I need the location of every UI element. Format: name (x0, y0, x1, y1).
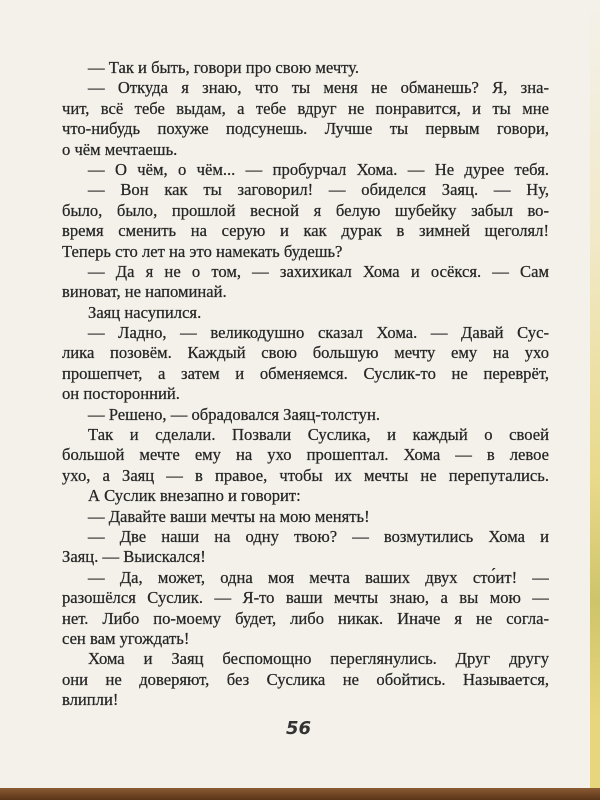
text-line: они не доверяют, без Суслика не обойтись. Называется, (62, 669, 549, 689)
page-number: 56 (286, 718, 312, 739)
text-line: — Так и быть, говори про свою мечту. (88, 58, 359, 77)
text-line: Теперь сто лет на это намекать будешь? (62, 241, 343, 261)
text-line: время сменить на серую и как дурак в зимней щеголял! (62, 221, 549, 241)
text-line: сен вам угождать! (62, 628, 190, 648)
text-line: разошёлся Суслик. — Я-то ваши мечты знаю, а вы мою — (62, 588, 549, 608)
book-bottom-edge (0, 788, 600, 800)
text-line: прошепчет, а затем и обменяемся. Суслик-то не переврёт, (62, 363, 549, 383)
illustration-edge (590, 0, 600, 800)
text-line: — Ладно, — великодушно сказал Хома. — Давай Сус- (88, 323, 549, 343)
text-line: — Вон как ты заговорил! — обиделся Заяц. — Ну, (88, 180, 549, 200)
text-line: А Суслик внезапно и говорит: (88, 486, 301, 506)
text-line: нет. Либо по-моему будет, либо никак. Иначе я не согла- (62, 608, 549, 628)
text-line: Заяц. — Выискался! (62, 547, 206, 567)
text-line: он посторонний. (62, 384, 180, 404)
text-line: лика позовём. Каждый свою большую мечту ему на ухо (62, 343, 549, 363)
text-line: — Откуда я знаю, что ты меня не обманешь? Я, зна- (88, 78, 549, 98)
text-line: — О чём, о чём... — пробурчал Хома. — Не дурее тебя. (88, 159, 549, 179)
text-line: было, было, прошлой весной я белую шубейку забыл во- (62, 200, 549, 220)
text-line: ухо, а Заяц — в правое, чтобы их мечты не перепутались. (62, 465, 549, 485)
text-line: Заяц насупился. (88, 302, 202, 322)
text-line: виноват, не напоминай. (62, 282, 227, 302)
text-line: Хома и Заяц беспомощно переглянулись. Друг другу (88, 649, 549, 669)
text-line: о чём мечтаешь. (62, 139, 178, 159)
body-text (62, 58, 549, 711)
text-line: — Давайте ваши мечты на мою менять! (88, 506, 370, 526)
text-line: что-нибудь похуже подсунешь. Лучше ты первым говори, (62, 119, 549, 139)
text-line: Так и сделали. Позвали Суслика, и каждый о своей (88, 425, 549, 445)
text-line: чит, всё тебе выдам, а тебе вдруг не понравится, и ты мне (62, 98, 549, 118)
text-line: — Решено, — обрадовался Заяц-толстун. (88, 404, 381, 424)
text-line: — Да я не о том, — захихикал Хома и осёкся. — Сам (88, 261, 549, 281)
text-line: — Да, может, одна моя мечта ваших двух сто́ит! — (88, 567, 549, 587)
text-line: влипли! (62, 690, 119, 710)
text-line: — Две наши на одну твою? — возмутились Хома и (88, 526, 549, 546)
text-line: большой мечте ему на ухо прошептал. Хома — в левое (62, 445, 549, 465)
